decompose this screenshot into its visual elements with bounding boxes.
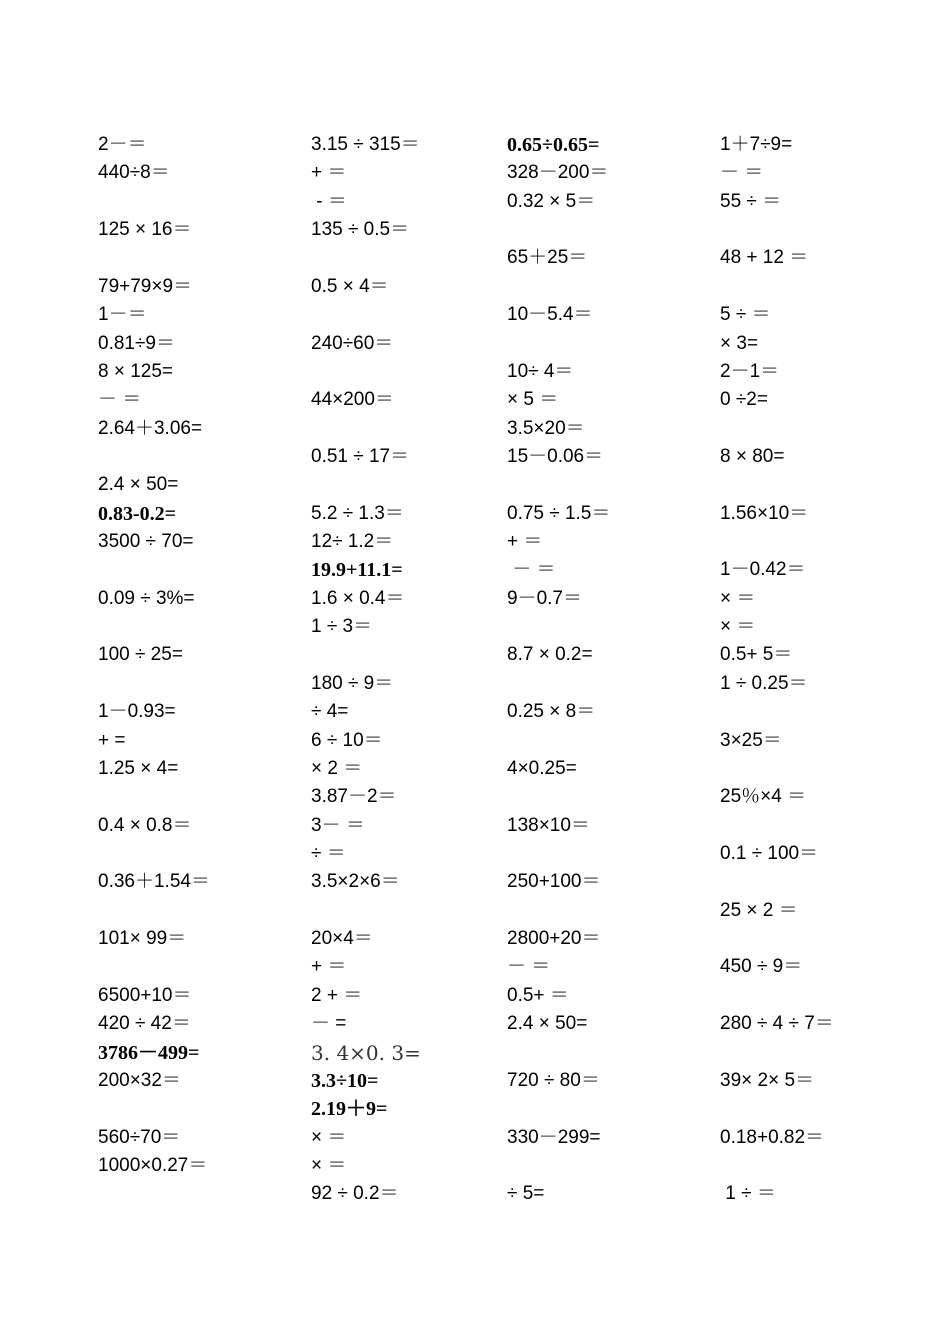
problem: 180 ÷ 9＝	[311, 672, 394, 694]
problem	[507, 1095, 717, 1123]
problem: 2－＝	[98, 134, 147, 155]
problem: × ＝	[311, 1126, 347, 1148]
problem	[98, 953, 308, 981]
problem	[720, 273, 930, 301]
problem	[507, 670, 717, 698]
problem: 12÷ 1.2＝	[311, 531, 394, 553]
problem: 2.64＋3.06=	[98, 417, 203, 439]
problem: + =	[98, 729, 126, 751]
problem	[98, 556, 308, 584]
problem	[507, 727, 717, 755]
problem: 328－200＝	[507, 162, 609, 184]
problem	[98, 188, 308, 216]
problem: 3. 4×0. 3=	[311, 1040, 421, 1065]
problem: 135 ÷ 0.5＝	[311, 219, 410, 241]
problem: 2.4 × 50=	[507, 1013, 588, 1035]
problem: ÷ 4=	[311, 701, 349, 723]
problem: 0.5+ ＝	[507, 984, 569, 1006]
problem: × 2 ＝	[311, 757, 363, 779]
problem	[507, 330, 717, 358]
problem: 1.6 × 0.4＝	[311, 587, 405, 609]
problem	[720, 415, 930, 443]
problem	[507, 783, 717, 811]
problem	[311, 641, 521, 669]
problem	[507, 273, 717, 301]
problem: 101× 99＝	[98, 928, 187, 950]
problem: 0 ÷2=	[720, 389, 768, 411]
problem: 1－0.93=	[98, 701, 176, 723]
problem: × 5 ＝	[507, 389, 559, 411]
problem: 44×200＝	[311, 389, 394, 411]
problem: 450 ÷ 9＝	[720, 956, 803, 978]
problem: 15－0.06＝	[507, 445, 604, 467]
problem: 0.81÷9＝	[98, 332, 175, 354]
problem: 9－0.7＝	[507, 587, 582, 609]
problem: 330－299=	[507, 1126, 601, 1148]
problem: 0.5 × 4＝	[311, 275, 389, 297]
problem: 2.4 × 50=	[98, 474, 179, 496]
problem: 1＋7÷9=	[720, 134, 793, 155]
problem: ÷ ＝	[311, 842, 346, 864]
problem	[311, 244, 521, 272]
problem: 10－5.4＝	[507, 304, 593, 326]
problem	[98, 897, 308, 925]
problem: 3.5×20＝	[507, 417, 585, 439]
problem: 0.32 × 5＝	[507, 190, 596, 212]
problem: ÷ 5=	[507, 1183, 545, 1205]
problem	[311, 471, 521, 499]
problem: 1－0.42＝	[720, 559, 806, 581]
problem: 2.19＋9=	[311, 1098, 388, 1121]
problem: 3×25＝	[720, 729, 782, 751]
problem: 2－1＝	[720, 360, 780, 382]
problem: 0.4 × 0.8＝	[98, 814, 192, 836]
problem: 48 + 12 ＝	[720, 247, 809, 269]
problem: 3500 ÷ 70=	[98, 531, 194, 553]
problem: + ＝	[311, 956, 347, 978]
problem: 280 ÷ 4 ÷ 7＝	[720, 1013, 834, 1035]
problem	[720, 755, 930, 783]
problem: 19.9+11.1=	[311, 559, 403, 582]
problem	[720, 1095, 930, 1123]
problem: 1 ÷ ＝	[720, 1183, 776, 1205]
problem: × 3=	[720, 332, 759, 354]
problem	[98, 783, 308, 811]
problem: + ＝	[507, 531, 543, 553]
problem: 25％×4 ＝	[720, 786, 807, 808]
problem: － =	[311, 1013, 347, 1035]
problem: 2800+20＝	[507, 928, 601, 950]
problem: 1 ÷ 3＝	[311, 616, 373, 638]
problem: 0.65÷0.65=	[507, 134, 600, 156]
problem: 25 × 2 ＝	[720, 899, 798, 921]
problem	[98, 613, 308, 641]
problem: 3786－499=	[98, 1041, 200, 1064]
problem: 0.83-0.2=	[98, 502, 177, 525]
problem	[507, 897, 717, 925]
problem	[720, 471, 930, 499]
problem: 440÷8＝	[98, 162, 170, 184]
problem	[507, 613, 717, 641]
problem: 3.3÷10=	[311, 1069, 379, 1092]
problem: 79+79×9＝	[98, 275, 193, 297]
problem: － ＝	[507, 559, 556, 581]
problem	[720, 528, 930, 556]
problem: － ＝	[720, 162, 764, 184]
problem: 10÷ 4＝	[507, 360, 574, 382]
problem	[98, 840, 308, 868]
problem: × ＝	[720, 587, 756, 609]
problem: 0.51 ÷ 17＝	[311, 445, 410, 467]
problem: 420 ÷ 42＝	[98, 1013, 191, 1035]
problem: 92 ÷ 0.2＝	[311, 1183, 399, 1205]
problem: 0.25 × 8＝	[507, 701, 596, 723]
problem: 8 × 125=	[98, 360, 174, 382]
problem	[311, 358, 521, 386]
problem: 65＋25＝	[507, 247, 588, 269]
problem	[507, 216, 717, 244]
problem: － ＝	[507, 956, 551, 978]
problem	[720, 216, 930, 244]
problem: 0.75 ÷ 1.5＝	[507, 502, 611, 524]
problem: 3.5×2×6＝	[311, 871, 400, 893]
problem	[311, 897, 521, 925]
problem	[507, 471, 717, 499]
problem-column-4	[720, 131, 930, 1209]
problem	[720, 812, 930, 840]
problem: 0.5+ 5＝	[720, 644, 793, 666]
problem: 4×0.25=	[507, 757, 577, 779]
problem	[720, 868, 930, 896]
problem: 0.1 ÷ 100＝	[720, 842, 819, 864]
problem: 8 × 80=	[720, 445, 785, 467]
problem	[720, 1039, 930, 1067]
problem: 200×32＝	[98, 1069, 181, 1091]
problem: 138×10＝	[507, 814, 590, 836]
problem: + ＝	[311, 162, 347, 184]
problem	[720, 925, 930, 953]
problem: 250+100＝	[507, 871, 601, 893]
problem: 3.15 ÷ 315＝	[311, 134, 420, 155]
problem: 240÷60＝	[311, 332, 394, 354]
problem	[507, 1039, 717, 1067]
problem	[507, 1152, 717, 1180]
problem: 6500+10＝	[98, 984, 192, 1006]
problem: 39× 2× 5＝	[720, 1069, 815, 1091]
problem	[98, 443, 308, 471]
problem: 1.25 × 4=	[98, 757, 179, 779]
problem: 1 ÷ 0.25＝	[720, 672, 808, 694]
problem	[720, 698, 930, 726]
problem: － ＝	[98, 389, 142, 411]
problem	[507, 840, 717, 868]
problem: 6 ÷ 10＝	[311, 729, 383, 751]
problem: 5 ÷ ＝	[720, 304, 771, 326]
problem: 0.09 ÷ 3%=	[98, 587, 195, 609]
problem: 5.2 ÷ 1.3＝	[311, 502, 404, 524]
problem	[311, 415, 521, 443]
problem: 20×4＝	[311, 928, 373, 950]
problem: 1.56×10＝	[720, 502, 809, 524]
problem: 720 ÷ 80＝	[507, 1069, 600, 1091]
problem-column-3	[507, 131, 717, 1209]
problem: 2 + ＝	[311, 984, 363, 1006]
problem: 560÷70＝	[98, 1126, 181, 1148]
problem: - ＝	[311, 190, 347, 212]
problem: 0.18+0.82＝	[720, 1126, 825, 1148]
problem: × ＝	[720, 616, 756, 638]
problem: 55 ÷ ＝	[720, 190, 782, 212]
problem: 1－＝	[98, 304, 147, 326]
problem	[311, 301, 521, 329]
problem: 3－ ＝	[311, 814, 365, 836]
problem	[98, 1095, 308, 1123]
problem: 1000×0.27＝	[98, 1154, 208, 1176]
problem: 0.36＋1.54＝	[98, 871, 210, 893]
problem: 8.7 × 0.2=	[507, 644, 593, 666]
problem-column-1	[98, 131, 308, 1180]
problem: 3.87－2＝	[311, 786, 397, 808]
problem	[98, 244, 308, 272]
problem: × ＝	[311, 1154, 347, 1176]
problem	[98, 670, 308, 698]
problem	[720, 982, 930, 1010]
problem: 125 × 16＝	[98, 219, 192, 241]
problem	[720, 1152, 930, 1180]
problem-column-2	[311, 131, 521, 1209]
problem: 100 ÷ 25=	[98, 644, 183, 666]
